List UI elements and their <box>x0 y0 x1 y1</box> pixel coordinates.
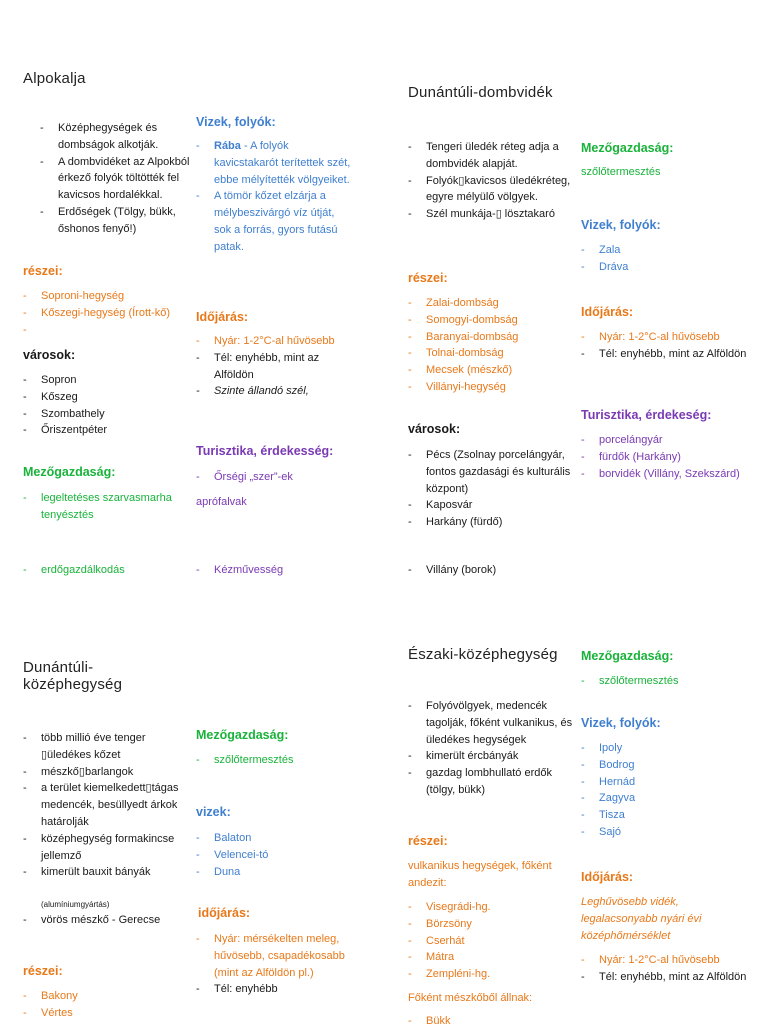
dunantuli-domb-intro-list <box>408 139 573 223</box>
list-item: - Bodrog <box>581 757 746 774</box>
list-item: - Duna <box>196 864 356 881</box>
list-item: - vörös mészkő - Gerecse <box>23 912 188 929</box>
list-item: - Erdőségek (Tölgy, bükk, őshonos fenyő!) <box>40 204 190 238</box>
dunantuli-domb-varosok-list-2 <box>408 562 573 579</box>
list-item: - mészkő▯barlangok <box>23 764 188 781</box>
river-desc: - A folyók kavicstakarót terítettek szét, ebbe mélyítették völgyeiket. <box>214 140 351 186</box>
alpokalja-idojaras-heading: Időjárás: <box>196 310 249 324</box>
list-item: - középhegység formakincse jellemző <box>23 831 188 865</box>
list-item: - Harkány (fürdő) <box>408 514 573 531</box>
list-item: - Tengeri üledék réteg adja a dombvidék alapját. <box>408 139 573 173</box>
list-item: - Tél: enyhébb, mint az Alföldön <box>196 350 356 384</box>
list-item: - Börzsöny <box>408 916 573 933</box>
alpokalja-mezo-list-2 <box>23 562 188 579</box>
list-item: - Cserhát <box>408 933 573 950</box>
list-item: - Tolnai-dombság <box>408 345 573 362</box>
eszaki-idojaras-list <box>581 952 751 986</box>
list-item: - Bakony <box>23 988 188 1005</box>
list-item: - Mecsek (mészkő) <box>408 362 573 379</box>
list-item: - Somogyi-dombság <box>408 312 573 329</box>
list-item: - gazdag lombhullató erdők (tölgy, bükk) <box>408 765 573 799</box>
list-item: - Nyár: 1-2°C-al hűvösebb <box>581 329 751 346</box>
list-item: - kimerült bauxit bányák <box>23 864 188 881</box>
list-item: - Bükk <box>408 1013 573 1030</box>
list-item: - Zagyva <box>581 790 746 807</box>
alpokalja-reszei-list <box>23 288 188 322</box>
list-item: - szőlőtermesztés <box>196 752 356 769</box>
dunantuli-domb-title: Dunántúli-dombvidék <box>408 84 553 101</box>
list-item: - Zala <box>581 242 746 259</box>
list-item: - Velencei-tó <box>196 847 356 864</box>
list-item: - Tél: enyhébb, mint az Alföldön <box>581 346 751 363</box>
list-item: - Szombathely <box>23 406 188 423</box>
title-line: Dunántúli- <box>23 659 94 676</box>
dunantuli-domb-vizek-list <box>581 242 746 276</box>
dunantuli-kozep-vizek-list <box>196 830 356 880</box>
list-item: - borvidék (Villány, Szekszárd) <box>581 466 746 483</box>
list-item: - Mátra <box>408 949 573 966</box>
list-item: - Villány (borok) <box>408 562 573 579</box>
alpokalja-vizek-list <box>196 138 351 256</box>
list-item: - Tél: enyhébb, mint az Alföldön <box>581 969 751 986</box>
list-item: - porcelángyár <box>581 432 746 449</box>
list-item: - több millió éve tenger ▯üledékes kőzet <box>23 730 188 764</box>
list-item: - Nyár: 1-2°C-al hűvösebb <box>196 333 356 350</box>
list-item: - szőlőtermesztés <box>581 673 746 690</box>
alpokalja-mezo-list <box>23 490 188 524</box>
list-item: - Sajó <box>581 824 746 841</box>
list-item: - legeltetéses szarvasmarha tenyésztés <box>23 490 188 524</box>
dunantuli-domb-mezo-text: szőlőtermesztés <box>581 166 661 178</box>
eszaki-title: Északi-középhegység <box>408 646 558 663</box>
dunantuli-domb-turisztika-list <box>581 432 746 482</box>
list-item: - Tél: enyhébb <box>196 981 366 998</box>
list-item: - Baranyai-dombság <box>408 329 573 346</box>
list-item: - Zalai-dombság <box>408 295 573 312</box>
dunantuli-kozep-intro-note: (alumíniumgyártás) <box>41 900 110 909</box>
eszaki-mezo-list <box>581 673 746 690</box>
list-item: - A dombvidéket az Alpokból érkező folyók töltötték fel kavicsos hordalékkal. <box>40 154 190 204</box>
eszaki-reszei-intro: vulkanikus hegységek, főként andezit: <box>408 860 552 889</box>
dunantuli-kozep-mezo-list <box>196 752 356 769</box>
list-item: - Dráva <box>581 259 746 276</box>
alpokalja-turisztika-list-2 <box>196 562 356 579</box>
list-item: - Kézművesség <box>196 562 356 579</box>
list-item: - Hernád <box>581 774 746 791</box>
dunantuli-kozep-intro-list-2 <box>23 912 188 929</box>
list-item: - Őriszentpéter <box>23 422 188 439</box>
dunantuli-kozep-reszei-list <box>23 988 188 1022</box>
alpokalja-turisztika-heading: Turisztika, érdekesség: <box>196 444 334 458</box>
dunantuli-domb-varosok-heading: városok: <box>408 422 461 436</box>
list-item: - Sopron <box>23 372 188 389</box>
alpokalja-varosok-list <box>23 372 188 439</box>
alpokalja-mezo-heading: Mezőgazdaság: <box>23 465 116 479</box>
eszaki-vizek-list <box>581 740 746 841</box>
dunantuli-domb-reszei-heading: részei: <box>408 271 448 285</box>
dunantuli-kozep-intro-list <box>23 730 188 881</box>
eszaki-vizek-heading: Vizek, folyók: <box>581 716 661 730</box>
dunantuli-kozep-mezo-heading: Mezőgazdaság: <box>196 728 289 742</box>
dunantuli-domb-idojaras-list <box>581 329 751 363</box>
list-item: - Kaposvár <box>408 497 573 514</box>
alpokalja-turisztika-extra: aprófalvak <box>196 496 247 508</box>
list-item: - Villányi-hegység <box>408 379 573 396</box>
dunantuli-domb-idojaras-heading: Időjárás: <box>581 305 634 319</box>
list-item: - a terület kiemelkedett▯tágas medencék, besüllyedt árkok határolják <box>23 780 188 830</box>
dunantuli-domb-varosok-list <box>408 447 573 531</box>
dunantuli-kozep-title <box>23 659 122 693</box>
list-item <box>196 138 351 188</box>
eszaki-reszei-list-2 <box>408 1013 573 1030</box>
list-item: - Nyár: 1-2°C-al hűvösebb <box>581 952 751 969</box>
list-item: - Kőszegi-hegység (Írott-kő) <box>23 305 188 322</box>
list-item: - Balaton <box>196 830 356 847</box>
eszaki-idojaras-note: Leghűvösebb vidék, legalacsonyabb nyári évi középhőmérséklet <box>581 896 702 942</box>
dunantuli-kozep-vizek-heading: vizek: <box>196 805 231 819</box>
dunantuli-domb-mezo-heading: Mezőgazdaság: <box>581 141 674 155</box>
list-item: - Soproni-hegység <box>23 288 188 305</box>
list-item: - Vértes <box>23 1005 188 1022</box>
alpokalja-reszei-heading: részei: <box>23 264 63 278</box>
list-item: - Folyóvölgyek, medencék tagolják, főként vulkanikus, és üledékes hegységek <box>408 698 573 748</box>
list-item: - Visegrádi-hg. <box>408 899 573 916</box>
alpokalja-idojaras-list <box>196 333 356 400</box>
title-line: középhegység <box>23 676 123 693</box>
alpokalja-intro-list <box>40 120 190 238</box>
alpokalja-vizek-heading: Vizek, folyók: <box>196 115 276 129</box>
list-item: - Középhegységek és dombságok alkotják. <box>40 120 190 154</box>
alpokalja-varosok-heading: városok: <box>23 348 76 362</box>
list-item: - Tisza <box>581 807 746 824</box>
eszaki-intro-list <box>408 698 573 799</box>
dunantuli-kozep-idojaras-list <box>196 931 366 998</box>
alpokalja-title: Alpokalja <box>23 70 86 87</box>
list-item: - Pécs (Zsolnay porcelángyár, fontos gazdasági és kulturális központ) <box>408 447 573 497</box>
alpokalja-turisztika-list <box>196 469 356 486</box>
list-item: - Nyár: mérsékelten meleg, hűvösebb, csapadékosabb (mint az Alföldön pl.) <box>196 931 366 981</box>
dunantuli-domb-vizek-heading: Vizek, folyók: <box>581 218 661 232</box>
list-item: - Szél munkája-▯ lösztakaró <box>408 206 573 223</box>
list-item: - fürdők (Harkány) <box>581 449 746 466</box>
list-item: - erdőgazdálkodás <box>23 562 188 579</box>
list-item: - Ipoly <box>581 740 746 757</box>
river-name: Rába <box>214 140 241 152</box>
eszaki-reszei-list <box>408 899 573 983</box>
list-item: - Zempléni-hg. <box>408 966 573 983</box>
eszaki-reszei-intro-2: Főként mészkőből állnak: <box>408 992 533 1004</box>
eszaki-idojaras-heading: Időjárás: <box>581 870 634 884</box>
list-item: - kimerült ércbányák <box>408 748 573 765</box>
dunantuli-domb-turisztika-heading: Turisztika, érdekeség: <box>581 408 712 422</box>
dunantuli-kozep-idojaras-heading: időjárás: <box>198 906 251 920</box>
list-item: - Őrségi „szer”-ek <box>196 469 356 486</box>
list-item: - Kőszeg <box>23 389 188 406</box>
dunantuli-domb-reszei-list <box>408 295 573 396</box>
eszaki-mezo-heading: Mezőgazdaság: <box>581 649 674 663</box>
eszaki-reszei-heading: részei: <box>408 834 448 848</box>
list-item: - Folyók▯kavicsos üledékréteg, egyre mélyülő völgyek. <box>408 173 573 207</box>
list-item: - Szinte állandó szél, <box>196 383 356 400</box>
dunantuli-kozep-reszei-heading: részei: <box>23 964 63 978</box>
list-item: - A tömör kőzet elzárja a mélybeszivárgó víz útját, sok a forrás, gyors futású patak. <box>196 188 351 255</box>
